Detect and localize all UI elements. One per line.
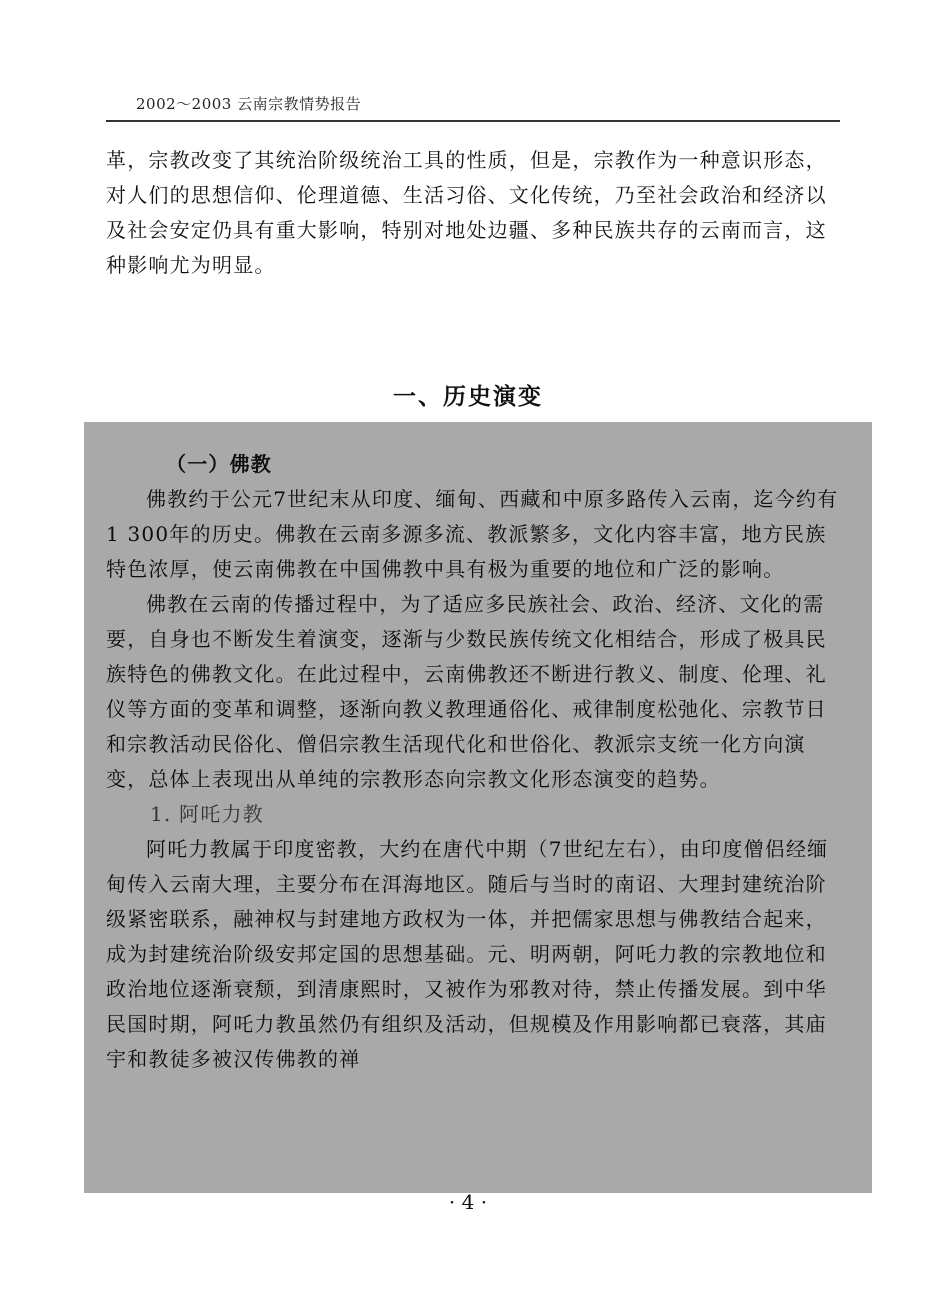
section-title: 一、历史演变 [393, 383, 543, 410]
subsection-heading: （一）佛教 [166, 452, 272, 476]
intro-paragraph: 革，宗教改变了其统治阶级统治工具的性质，但是，宗教作为一种意识形态，对人们的思想信仰、伦理道德、生活习俗、文化传统，乃至社会政治和经济以及社会安定仍具有重大影响，特别对地处边疆、多种民族共存的云南而言，这种影响尤为明显。 [106, 148, 827, 277]
sub-heading: 1. 阿吒力教 [150, 802, 264, 826]
header-rule [106, 120, 840, 122]
paragraph: 佛教在云南的传播过程中，为了适应多民族社会、政治、经济、文化的需要，自身也不断发生着演变，逐渐与少数民族传统文化相结合，形成了极具民族特色的佛教文化。在此过程中，云南佛教还不断进行教义、制度、伦理、礼仪等方面的变革和调整，逐渐向教义教理通俗化、戒律制度松弛化、宗教节日和宗教活动民俗化、僧侣宗教生活现代化和世俗化、教派宗支统一化方向演变，总体上表现出从单纯的宗教形态向宗教文化形态演变的趋势。 [106, 592, 827, 791]
running-header: 2002～2003 云南宗教情势报告 [136, 95, 362, 113]
paragraph: 阿吒力教属于印度密教，大约在唐代中期（7世纪左右），由印度僧侣经缅甸传入云南大理，主要分布在洱海地区。随后与当时的南诏、大理封建统治阶级紧密联系，融神权与封建地方政权为一体，并把儒家思想与佛教结合起来，成为封建统治阶级安邦定国的思想基础。元、明两朝，阿吒力教的宗教地位和政治地位逐渐衰颓，到清康熙时，又被作为邪教对待，禁止传播发展。到中华民国时期，阿吒力教虽然仍有组织及活动，但规模及作用影响都已衰落，其庙宇和教徒多被汉传佛教的禅 [106, 837, 829, 1071]
page-number: · 4 · [448, 1190, 488, 1214]
paragraph: 佛教约于公元7世纪末从印度、缅甸、西藏和中原多路传入云南，迄今约有1 300年的历史。佛教在云南多源多流、教派繁多，文化内容丰富，地方民族特色浓厚，使云南佛教在中国佛教中具有极为重要的地位和广泛的影响。 [106, 487, 839, 581]
intro-text [106, 143, 840, 283]
body-text [106, 447, 840, 1077]
